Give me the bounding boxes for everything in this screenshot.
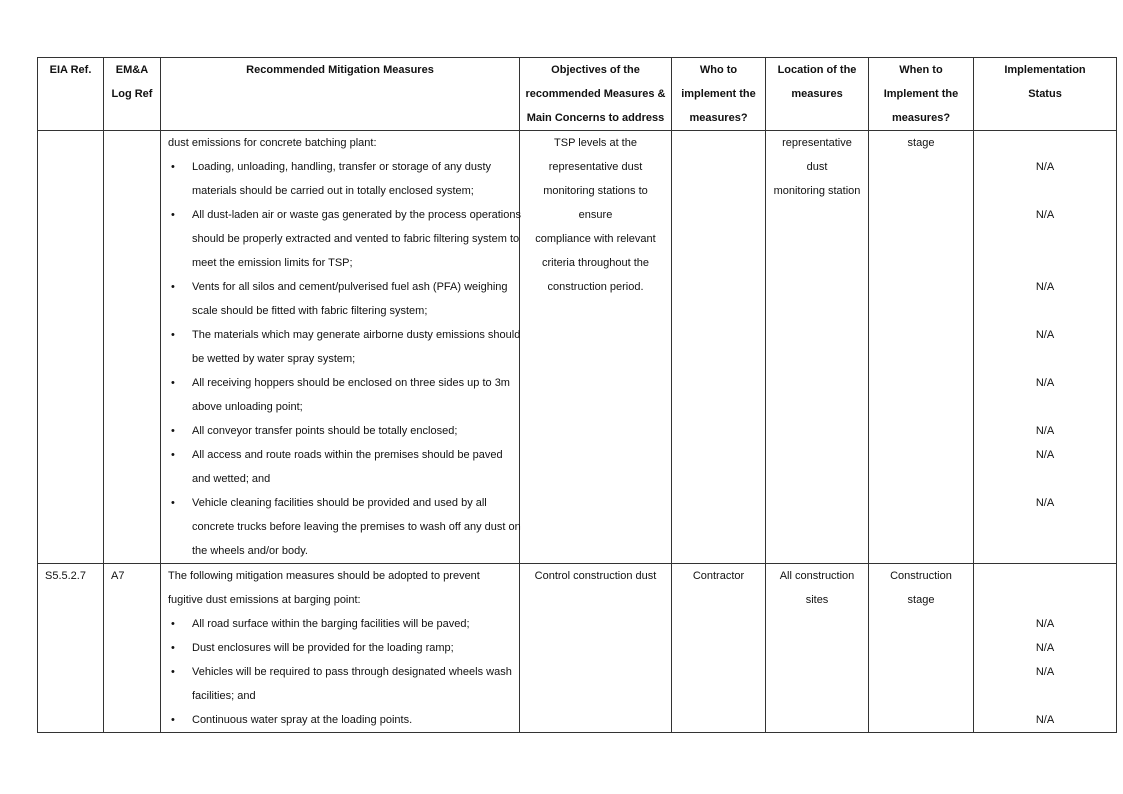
status-spacer — [974, 467, 1116, 491]
header-line: implement the — [681, 88, 756, 100]
mitigation-line — [168, 612, 519, 636]
location-line: sites — [805, 594, 829, 606]
mitigation-text: The materials which may generate airborne dusty emissions should — [192, 329, 521, 341]
status-cell — [974, 131, 1117, 564]
mitigation-line — [168, 203, 519, 227]
mitigation-line — [168, 347, 519, 371]
mitigation-line — [168, 660, 519, 684]
mitigation-text: All access and route roads within the premises should be paved — [192, 449, 503, 461]
header-line: Who to — [699, 64, 738, 76]
when-line: stage — [907, 137, 935, 149]
bullet-icon: • — [171, 281, 175, 293]
status-value: N/A — [1035, 642, 1055, 654]
mitigation-line — [168, 419, 519, 443]
who-cell — [672, 564, 766, 733]
status-value: N/A — [1035, 377, 1055, 389]
mitigation-text: Vehicles will be required to pass through designated wheels wash — [192, 666, 512, 678]
header-line: measures — [791, 88, 843, 100]
bullet-icon: • — [171, 642, 175, 654]
intro-line: The following mitigation measures should be adopted to prevent — [168, 570, 480, 582]
mitigation-line — [168, 708, 519, 732]
mitigation-text: All road surface within the barging facilities will be paved; — [192, 618, 470, 630]
status-value: N/A — [1035, 618, 1055, 630]
bullet-icon: • — [171, 209, 175, 221]
header-line: Implementation — [1004, 64, 1086, 76]
mitigation-line — [168, 299, 519, 323]
header-line: measures? — [891, 112, 951, 124]
when-line: stage — [907, 594, 935, 606]
status-spacer — [974, 395, 1116, 419]
who-line: Contractor — [692, 570, 745, 582]
location-cell — [766, 131, 869, 564]
status-spacer — [974, 515, 1116, 539]
bullet-icon: • — [171, 449, 175, 461]
mitigation-text: Continuous water spray at the loading points. — [192, 714, 413, 726]
status-spacer — [974, 684, 1116, 708]
column-header — [974, 58, 1117, 131]
header-line: Status — [1028, 88, 1062, 100]
status-spacer — [974, 588, 1116, 612]
status-value: N/A — [1035, 425, 1055, 437]
status-value: N/A — [1035, 449, 1055, 461]
intro-line: dust emissions for concrete batching plant: — [168, 137, 377, 149]
bullet-icon: • — [171, 618, 175, 630]
mitigation-line — [168, 251, 519, 275]
mitigation-line — [168, 491, 519, 515]
objectives-cell — [520, 131, 672, 564]
objective-line: compliance with relevant — [535, 233, 656, 245]
status-spacer — [974, 299, 1116, 323]
mitigation-text: All dust-laden air or waste gas generated by the process operations — [192, 209, 521, 221]
mitigation-line — [168, 323, 519, 347]
objective-line: monitoring stations to — [543, 185, 648, 197]
status-value: N/A — [1035, 497, 1055, 509]
header-line: EM&A — [115, 64, 149, 76]
bullet-icon: • — [171, 329, 175, 341]
mitigation-line — [168, 443, 519, 467]
status-value: N/A — [1035, 666, 1055, 678]
mitigation-line — [168, 515, 519, 539]
table-row — [38, 564, 1117, 733]
header-line: Main Concerns to address — [526, 112, 665, 124]
header-line: Log Ref — [111, 88, 153, 100]
bullet-icon: • — [171, 666, 175, 678]
column-header — [869, 58, 974, 131]
status-value: N/A — [1035, 161, 1055, 173]
column-header — [520, 58, 672, 131]
objective-line: ensure — [578, 209, 613, 221]
mitigation-text: meet the emission limits for TSP; — [192, 257, 353, 269]
status-spacer — [974, 131, 1116, 155]
mitigation-line — [168, 636, 519, 660]
when-cell — [869, 564, 974, 733]
mitigation-text: and wetted; and — [192, 473, 271, 485]
mitigation-line — [168, 227, 519, 251]
eia-ref-cell: S5.5.2.7 — [38, 564, 104, 733]
objective-line: representative dust — [548, 161, 643, 173]
mitigation-cell — [161, 131, 520, 564]
mitigation-text: Dust enclosures will be provided for the loading ramp; — [192, 642, 454, 654]
mitigation-text: Vents for all silos and cement/pulverised fuel ash (PFA) weighing — [192, 281, 508, 293]
status-value: N/A — [1035, 209, 1055, 221]
status-value: N/A — [1035, 281, 1055, 293]
who-cell — [672, 131, 766, 564]
status-spacer — [974, 227, 1116, 251]
header-line: Objectives of the — [551, 64, 640, 76]
log-ref-cell — [104, 131, 161, 564]
header-line: Recommended Mitigation Measures — [246, 64, 434, 76]
header-line: Implement the — [883, 88, 959, 100]
status-cell — [974, 564, 1117, 733]
status-spacer — [974, 347, 1116, 371]
header-line: measures? — [689, 112, 748, 124]
mitigation-text: Vehicle cleaning facilities should be provided and used by all — [192, 497, 487, 509]
objectives-cell — [520, 564, 672, 733]
location-line: monitoring station — [773, 185, 861, 197]
header-line: EIA Ref. — [49, 64, 92, 76]
status-spacer — [974, 179, 1116, 203]
column-header — [38, 58, 104, 131]
mitigation-line — [168, 179, 519, 203]
when-cell — [869, 131, 974, 564]
mitigation-text: All conveyor transfer points should be totally enclosed; — [192, 425, 458, 437]
header-line: Location of the — [777, 64, 857, 76]
column-header — [104, 58, 161, 131]
status-spacer — [974, 251, 1116, 275]
column-header — [672, 58, 766, 131]
bullet-icon: • — [171, 714, 175, 726]
bullet-icon: • — [171, 161, 175, 173]
mitigation-text: scale should be fitted with fabric filtering system; — [192, 305, 428, 317]
eia-ref-cell — [38, 131, 104, 564]
objective-line: Control construction dust — [534, 570, 657, 582]
log-ref-cell: A7 — [104, 564, 161, 733]
objective-line: criteria throughout the — [541, 257, 649, 269]
location-line: dust — [806, 161, 828, 173]
location-line: All construction — [779, 570, 855, 582]
mitigation-text: be wetted by water spray system; — [192, 353, 356, 365]
status-spacer — [974, 539, 1116, 563]
column-header — [766, 58, 869, 131]
header-row — [38, 58, 1117, 131]
objective-line: TSP levels at the — [554, 137, 637, 149]
mitigation-line — [168, 275, 519, 299]
bullet-icon: • — [171, 425, 175, 437]
objective-line: construction period. — [547, 281, 644, 293]
mitigation-line — [168, 155, 519, 179]
bullet-icon: • — [171, 497, 175, 509]
mitigation-cell — [161, 564, 520, 733]
mitigation-text: Loading, unloading, handling, transfer or storage of any dusty — [192, 161, 492, 173]
status-value: N/A — [1035, 714, 1055, 726]
location-cell — [766, 564, 869, 733]
mitigation-text: should be properly extracted and vented to fabric filtering system to — [192, 233, 520, 245]
header-line: recommended Measures & — [525, 88, 666, 100]
mitigation-line — [168, 684, 519, 708]
header-line: When to — [899, 64, 943, 76]
mitigation-text: All receiving hoppers should be enclosed on three sides up to 3m — [192, 377, 510, 389]
table-row — [38, 131, 1117, 564]
bullet-icon: • — [171, 377, 175, 389]
mitigation-text: materials should be carried out in totally enclosed system; — [192, 185, 474, 197]
column-header — [161, 58, 520, 131]
mitigation-line — [168, 467, 519, 491]
mitigation-text: above unloading point; — [192, 401, 303, 413]
mitigation-line — [168, 539, 519, 563]
mitigation-text: facilities; and — [192, 690, 256, 702]
mitigation-text: concrete trucks before leaving the premises to wash off any dust on — [192, 521, 521, 533]
mitigation-line — [168, 395, 519, 419]
mitigation-text: the wheels and/or body. — [192, 545, 308, 557]
when-line: Construction — [890, 570, 952, 582]
status-value: N/A — [1035, 329, 1055, 341]
location-line: representative — [782, 137, 852, 149]
intro-line: fugitive dust emissions at barging point: — [168, 594, 361, 606]
mitigation-table — [37, 57, 1117, 733]
status-spacer — [974, 564, 1116, 588]
mitigation-line — [168, 371, 519, 395]
